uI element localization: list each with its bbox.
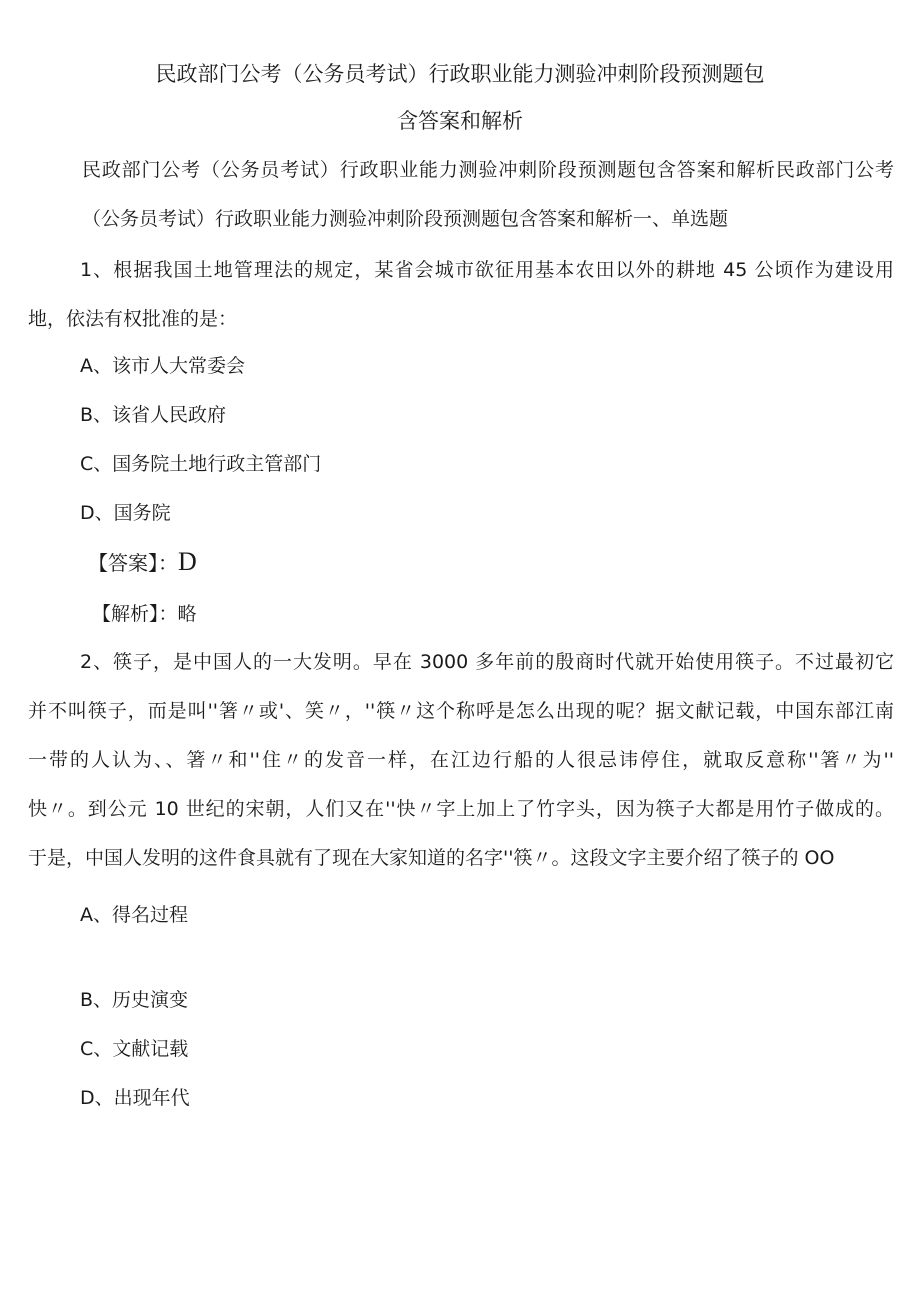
- intro-line-2: （公务员考试）行政职业能力测验冲刺阶段预测题包含答案和解析一、单选题: [82, 208, 729, 230]
- document-title-line-2: 含答案和解析: [397, 109, 523, 133]
- question-2-stem-line-1: 2、筷子，是中国人的一大发明。早在 3000 多年前的殷商时代就开始使用筷子。不过最初它: [80, 651, 894, 673]
- question-2-stem-line-4: 快〃。到公元 10 世纪的宋朝，人们又在''快〃字上加上了竹字头，因为筷子大都是用竹子做成的。: [28, 798, 894, 820]
- intro-line-1: 民政部门公考（公务员考试）行政职业能力测验冲刺阶段预测题包含答案和解析民政部门公考: [82, 159, 894, 181]
- question-1-option-a: A、该市人大常委会: [80, 355, 245, 377]
- answer-label: 【答案】：: [88, 551, 178, 575]
- question-2-option-c: C、文献记载: [80, 1038, 189, 1060]
- question-1-option-d: D、国务院: [80, 502, 171, 524]
- question-2-stem-line-5: 于是，中国人发明的这件食具就有了现在大家知道的名字''筷〃。这段文字主要介绍了筷子的 OO: [28, 847, 835, 869]
- question-1-stem-line-2: 地，依法有权批准的是：: [28, 308, 238, 330]
- document-title-line-1: 民政部门公考（公务员考试）行政职业能力测验冲刺阶段预测题包: [155, 62, 765, 86]
- answer-value: D: [178, 547, 197, 576]
- question-2-stem-line-3: 一带的人认为、、箸〃和''住〃的发音一样，在江边行船的人很忌讳停住，就取反意称''箸〃为'': [28, 749, 894, 771]
- question-2-option-b: B、历史演变: [80, 989, 189, 1011]
- question-1-stem-line-1: 1、根据我国土地管理法的规定，某省会城市欲征用基本农田以外的耕地 45 公顷作为建设用: [80, 259, 894, 281]
- question-1-option-b: B、该省人民政府: [80, 404, 227, 426]
- question-2-option-d: D、出现年代: [80, 1087, 190, 1109]
- question-1-analysis: 【解析】：略: [92, 603, 197, 625]
- question-1-option-c: C、国务院土地行政主管部门: [80, 453, 322, 475]
- question-2-stem-line-2: 并不叫筷子，而是叫''箸〃或'、笑〃，''筷〃这个称呼是怎么出现的呢？据文献记载，中国东部江南: [28, 700, 894, 722]
- question-2-option-a: A、得名过程: [80, 904, 188, 926]
- question-1-answer: [88, 549, 197, 577]
